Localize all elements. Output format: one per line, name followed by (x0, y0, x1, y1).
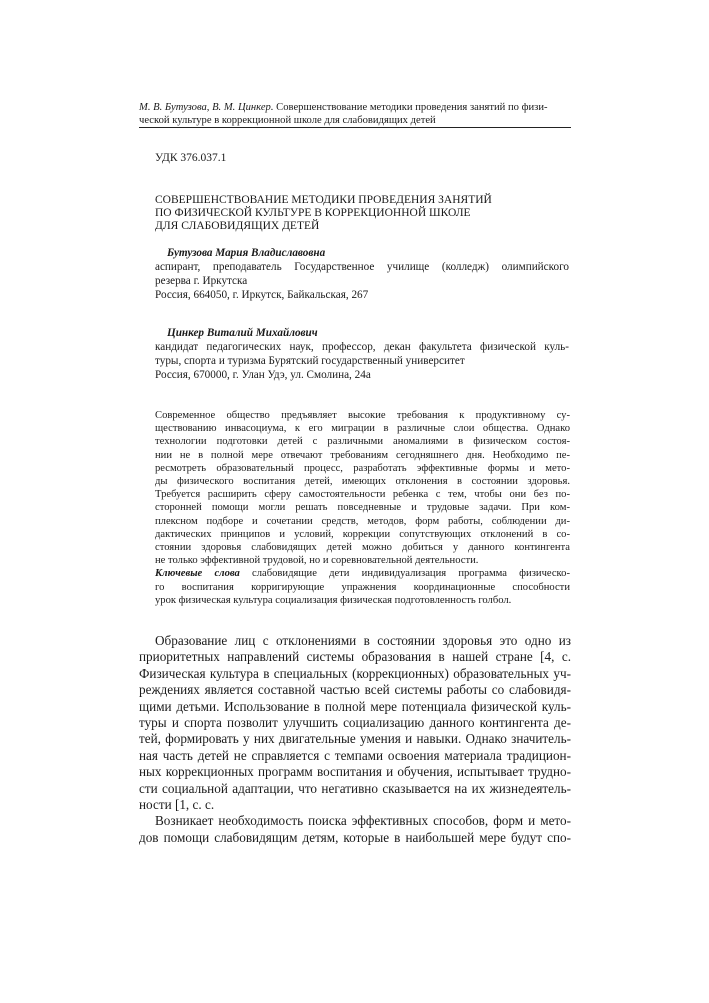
abstract-line: стоянии здоровья слабовидящих детей можно добиться у данного контингента (155, 542, 570, 554)
body-line: ная часть детей не справляется с темпами освоения материала традицион- (139, 747, 571, 763)
udc-code: УДК 376.037.1 (155, 152, 227, 164)
body-line: приоритетных направлений системы образования в нашей стране [4, с. (139, 649, 571, 665)
body-line: Образование лиц с отклонениями в состоянии здоровья это одно из (155, 633, 571, 648)
abstract-line: Современное общество предъявляет высокие требования к продуктивному су- (155, 410, 570, 421)
running-header-title: Совершенствование методики проведения занятий по физи- (276, 102, 548, 113)
author-block-2 (155, 326, 569, 382)
running-header-title-cont: ческой культуре в коррекционной школе для слабовидящих детей (139, 115, 436, 126)
abstract-line: ды физического воспитания детей, имеющих отклонения в состоянии здоровья. (155, 476, 570, 488)
author-block-1 (155, 246, 569, 302)
article-title-line: СОВЕРШЕНСТВОВАНИЕ МЕТОДИКИ ПРОВЕДЕНИЯ ЗАНЯТИЙ (155, 194, 492, 206)
keywords-line (155, 567, 570, 580)
keywords-line: го воспитания корригирующие упражнения координационные способности (155, 581, 570, 593)
body-line: дов помощи слабовидящим детям, которые в наибольшей мере будут спо- (139, 829, 571, 845)
body-line: ности [1, с. с. (139, 797, 215, 813)
abstract-line: ществованию инвасоциума, к его миграции в различные слои общества. Однако (155, 423, 570, 435)
article-title-line: ДЛЯ СЛАБОВИДЯЩИХ ДЕТЕЙ (155, 220, 320, 232)
body-line: сти социальной адаптации, что негативно сказывается на их жизнедеятель- (139, 780, 571, 796)
keywords-text: слабовидящие дети индивидуализация программа физическо- (239, 568, 570, 580)
abstract (155, 409, 570, 607)
author-affiliation: резерва г. Иркутска (155, 275, 248, 287)
keywords-label: Ключевые слова (155, 568, 240, 580)
abstract-line: дактических принципов и условий, коррекции сопутствующих отклонений в со- (155, 528, 570, 540)
body-line: туры и спорта позволит улучшить социализацию данного контингента де- (139, 715, 571, 731)
running-header-authors: М. В. Бутузова, В. М. Цинкер. (139, 102, 274, 113)
keywords-line: урок физическая культура социализация физическая подготовленность голбол. (155, 594, 512, 606)
abstract-line: нии не в полной мере отвечают требованиям сегодняшнего дня. Необходимо пе- (155, 449, 570, 461)
abstract-line: Требуется расширить сферу самостоятельности ребенка с тем, чтобы они без по- (155, 489, 570, 501)
abstract-line: технологии подготовки детей с различными аномалиями в физическом состоя- (155, 436, 570, 448)
running-header (139, 101, 569, 127)
body-line: ных коррекционных программ воспитания и обучения, испытывает трудно- (139, 764, 571, 780)
author-affiliation: туры, спорта и туризма Бурятский государственный университет (155, 355, 465, 367)
author-affiliation: аспирант, преподаватель Государственное училище (колледж) олимпийского (155, 261, 569, 273)
author-name: Бутузова Мария Владиславовна (167, 247, 326, 259)
header-divider (139, 127, 571, 128)
body-line: Возникает необходимость поиска эффективных способов, форм и мето- (155, 813, 571, 829)
body-text (139, 633, 571, 846)
abstract-line: ресмотреть образовательный процесс, разработать эффективные формы и мето- (155, 462, 570, 474)
body-line: Физическая культура в специальных (коррекционных) образовательных уч- (139, 665, 571, 681)
author-affiliation: кандидат педагогических наук, профессор, декан факультета физической куль- (155, 341, 569, 353)
abstract-line: плексном подборе и сочетании средств, методов, форм работы, соблюдении ди- (155, 515, 570, 527)
body-line: щими детьми. Использование в полной мере потенциала физической куль- (139, 698, 571, 714)
abstract-line: сторонней помощи могли решать повседневные и трудовые задачи. При ком- (155, 502, 570, 514)
author-address: Россия, 670000, г. Улан Удэ, ул. Смолина, 24а (155, 369, 371, 381)
body-line: тей, формировать у них двигательные умения и навыки. Однако значитель- (139, 731, 571, 747)
article-title (155, 194, 555, 233)
abstract-line: не только эффективной трудовой, но и соревновательной деятельности. (155, 555, 479, 567)
article-title-line: ПО ФИЗИЧЕСКОЙ КУЛЬТУРЕ В КОРРЕКЦИОННОЙ ШКОЛЕ (155, 207, 471, 219)
body-line: реждениях является составной частью всей системы работы со слабовидя- (139, 682, 571, 698)
author-address: Россия, 664050, г. Иркутск, Байкальская, 267 (155, 289, 369, 301)
author-name: Цинкер Виталий Михайлович (167, 327, 318, 339)
